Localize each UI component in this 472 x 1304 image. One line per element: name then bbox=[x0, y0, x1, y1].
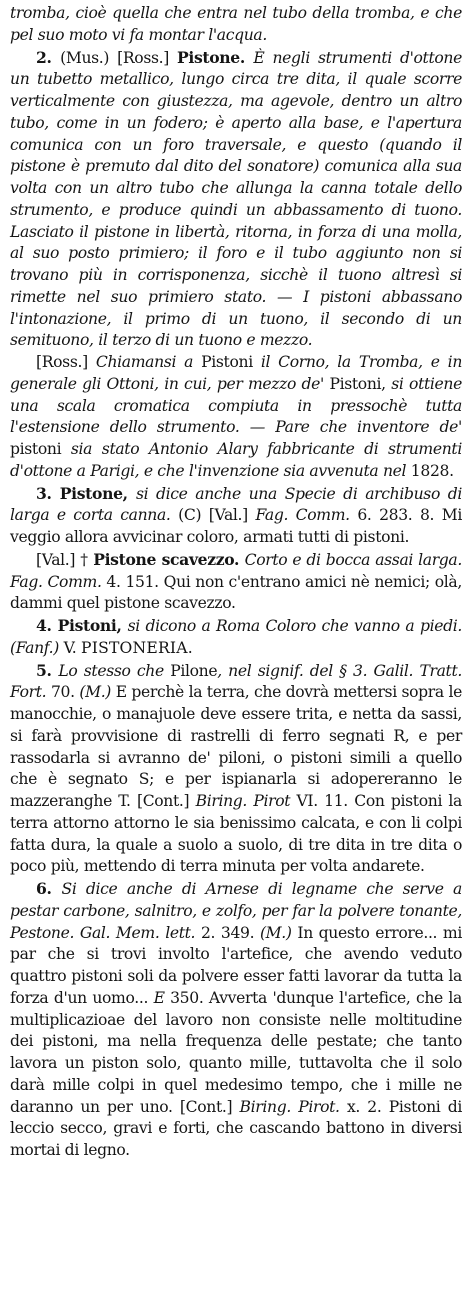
sense-6 bbox=[10, 878, 462, 1162]
text-run: In questo errore... mi par che si trovi involto l'artefice, che avendo veduto quattro pistoni soli da polvere esser fatti lavorar da tutta la forza d'un uomo... bbox=[10, 923, 462, 1007]
text-run: , nel signif. del § 3. Galil. Tratt. Fort. bbox=[10, 661, 462, 702]
text-run: Pistoni, bbox=[329, 374, 392, 393]
sense-5 bbox=[10, 660, 462, 879]
sense-3-subentry bbox=[10, 549, 462, 615]
text-run: 6. bbox=[36, 879, 62, 898]
sense-2-subentry bbox=[10, 352, 462, 483]
text-run: 6. 283. 8. Mi veggio allora avvicinar coloro, armati tutti di pistoni. bbox=[10, 506, 462, 546]
text-run: Biring. Pirot bbox=[195, 792, 297, 810]
text-run: Pistoni bbox=[201, 353, 261, 371]
text-run: 350. Avverta 'dunque l'artefice, che la multiplicazioae del lavoro non consiste nelle moltitudine dei pistoni, ma nella frequenza delle pestate; che tanto lavora un piston solo, quanto mille, tuttavolta che il solo darà mille colpi in quel medesimo tempo, che i mille ne daranno un per uno. [Cont.] bbox=[10, 988, 462, 1116]
text-run: 2. 349. bbox=[200, 923, 260, 942]
text-run: si ottiene una scala cromatica compiuta in pressochè tutta l'estensione dello strumento. — Pare che inventore de' bbox=[10, 374, 462, 437]
text-run: 5. bbox=[36, 660, 59, 680]
text-run: (Mus.) [Ross.] bbox=[60, 48, 177, 67]
text-run: [Val.] † bbox=[36, 550, 94, 569]
text-run: x. 2. Pistoni di leccio secco, gravi e forti, che cascando battono in diversi mortai di legno. bbox=[10, 1097, 462, 1159]
text-run: PISTONERIA. bbox=[81, 638, 193, 657]
text-run: si dicono a Roma Coloro che vanno a piedi. (Fanf.) bbox=[10, 617, 462, 657]
text-run: 4. 151. Qui non c'entrano amici nè nemici; olà, dammi quel pistone scavezzo. bbox=[10, 572, 462, 613]
text-run: È negli strumenti d'ottone un tubetto metallico, lungo circa tre dita, il quale scorre verticalmente con giustezza, ma agevole, dentro un altro tubo, come in un fodero; è aperto alla base, e l'apertura comunica con un foro traversale, e questo (quando il pistone è premuto dal dito del sonatore) comunica alla sua volta con un altro tubo che allunga la canna totale dello strumento, e produce quindi un abbassamento di tuono. Lasciato il pistone in libertà, ritorna, in forza di una molla, al suo posto primiero; il foro e il tubo aggiunto non si trovano più in corrisponenza, sicchè il tuono altresì si rimette nel suo primiero stato. — I pistoni abbassano l'intonazione, il primo di un tuono, il secondo di un semituono, il terzo di un tuono e mezzo. bbox=[10, 48, 462, 350]
sense-3 bbox=[10, 483, 462, 549]
text-run: 70. bbox=[50, 683, 80, 702]
text-run: Fag. Comm. bbox=[255, 506, 358, 525]
text-run: Chiamansi a bbox=[95, 353, 202, 371]
text-run: V. bbox=[63, 638, 82, 657]
text-run: (M.) bbox=[259, 923, 298, 942]
text-run: Lo stesso che bbox=[58, 661, 171, 680]
text-run: 1828. bbox=[410, 461, 454, 480]
text-run: 4. Pistoni, bbox=[36, 616, 128, 635]
text-run: Pilone bbox=[170, 661, 218, 680]
text-run: il Corno, la Tromba, e in generale gli Ottoni, in cui, per mezzo de' bbox=[10, 353, 463, 393]
text-run: VI. 11. Con pistoni la terra attorno attorno le sia benissimo calcata, e con li colpi fatta dura, la quale a suolo a suolo, di tre dita in tre dita o poco più, mettendo di terra minuta per volta andarete. bbox=[10, 792, 462, 876]
text-run: E bbox=[153, 988, 171, 1007]
text-run: [Ross.] bbox=[36, 353, 96, 371]
text-run: pistoni bbox=[10, 440, 71, 458]
text-run: (M.) bbox=[79, 683, 116, 702]
text-run: tromba, cioè quella che entra nel tubo della tromba, e che pel suo moto vi fa montar l'acqua. bbox=[10, 4, 462, 44]
sense-4 bbox=[10, 615, 462, 660]
text-run: Pistone. bbox=[177, 47, 254, 67]
text-run: 2. bbox=[36, 47, 61, 67]
entry-intro bbox=[10, 3, 462, 47]
text-run: Biring. Pirot. bbox=[239, 1097, 347, 1116]
text-run: Corto e di bocca assai larga. Fag. Comm. bbox=[10, 550, 462, 591]
text-run: si dice anche una Specie di archibuso di larga e corta canna. bbox=[10, 484, 462, 525]
sense-2 bbox=[10, 47, 462, 353]
text-run: 3. Pistone, bbox=[36, 483, 136, 503]
text-run: Pistone scavezzo. bbox=[93, 549, 245, 569]
text-run: sia stato Antonio Alary fabbricante di strumenti d'ottone a Parigi, e che l'invenzione sia avvenuta nel bbox=[10, 440, 462, 480]
text-run: E perchè la terra, che dovrà mettersi sopra le manocchie, o manajuole deve essere trita, e netta da sassi, si farà provvisione di rastrelli di ferro segnati R, e per rassodarla si avranno de' piloni, o pistoni simili a quello che è segnato S; e per ispianarla si adopereranno le mazzeranghe T. [Cont.] bbox=[10, 683, 463, 810]
text-run: Si dice anche di Arnese di legname che serve a pestar carbone, salnitro, e zolfo, per far la polvere tonante, Pestone. Gal. Mem. lett. bbox=[10, 880, 462, 942]
text-run: (C) [Val.] bbox=[178, 506, 256, 525]
